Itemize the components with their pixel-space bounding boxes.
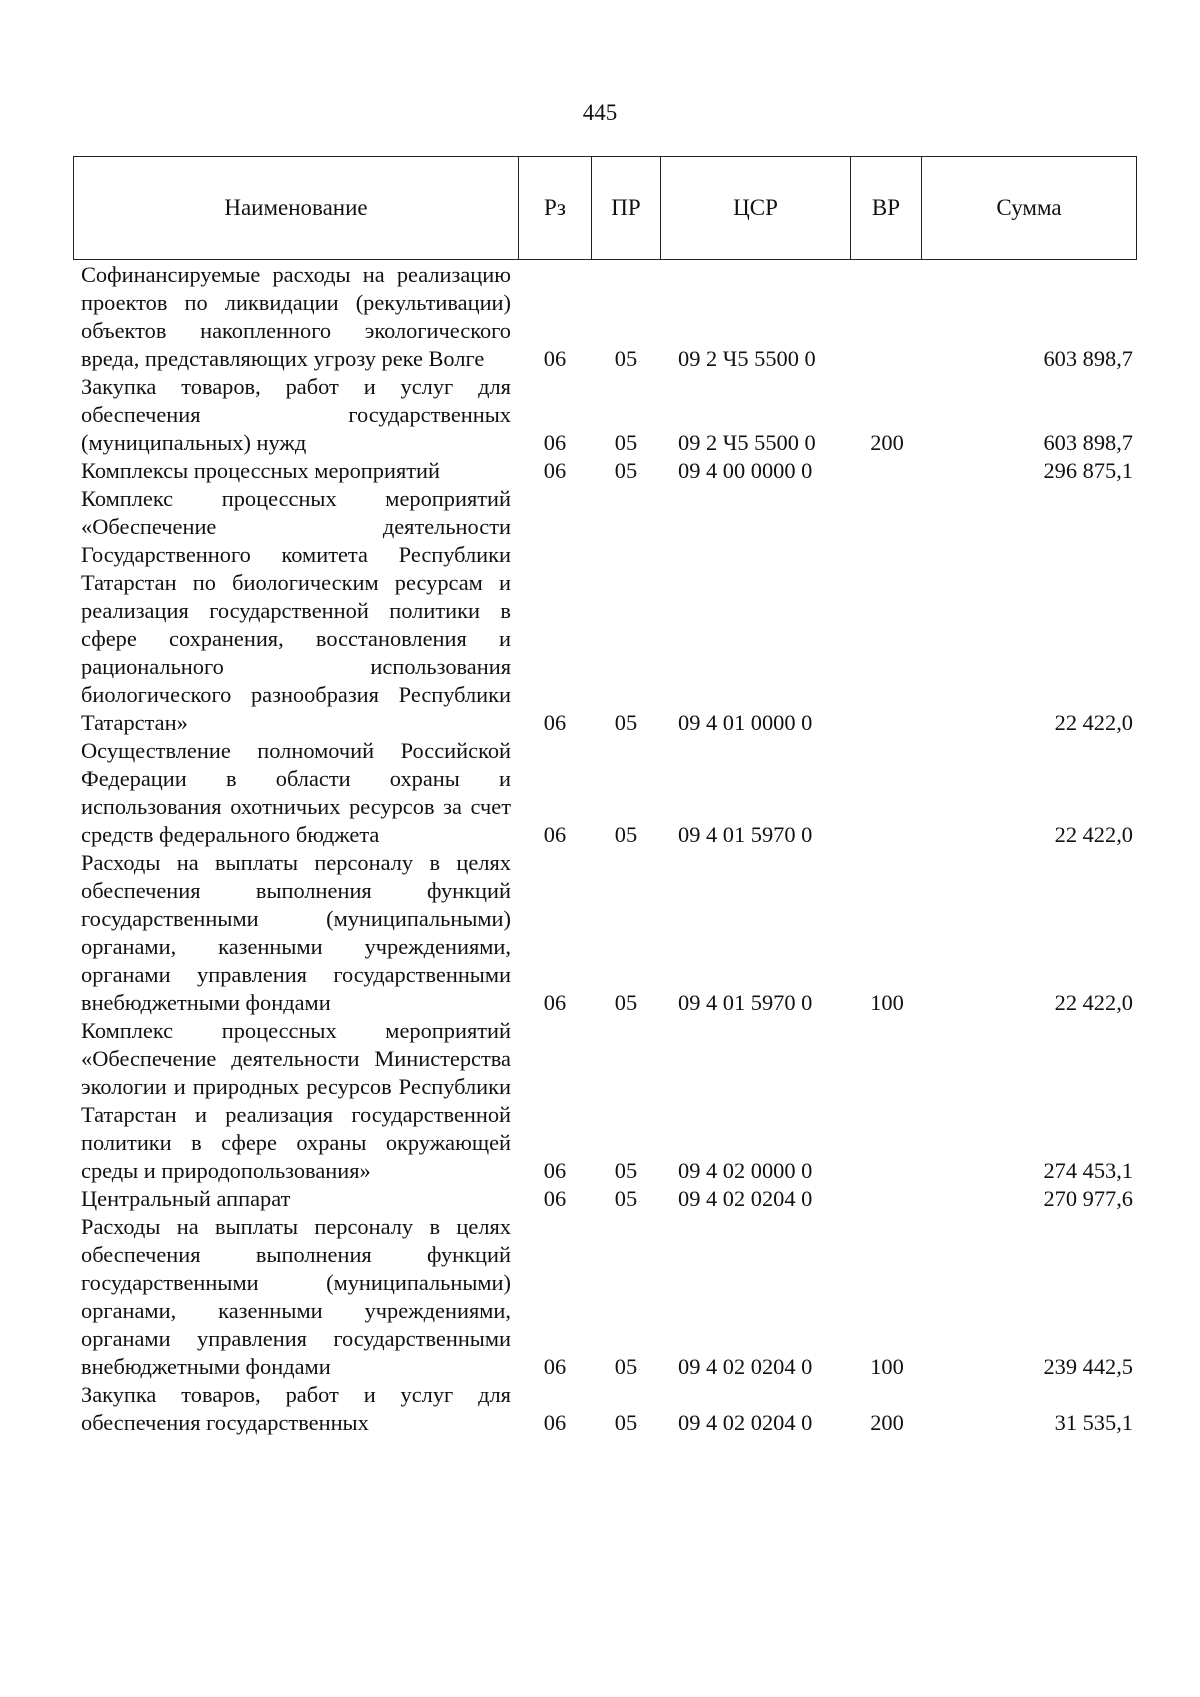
row-rz: 06 <box>543 430 567 455</box>
row-rz: 06 <box>543 458 567 483</box>
row-rz: 06 <box>543 1354 567 1379</box>
row-csr: 09 4 01 5970 0 <box>678 822 813 847</box>
row-name: Центральный аппарат <box>81 1186 291 1211</box>
row-vr: 100 <box>870 990 904 1015</box>
table-row <box>73 849 1137 1017</box>
row-name: Закупка товаров, работ и услуг для обеспечения государственных (муниципальных) нужд <box>81 374 511 455</box>
row-pr: 05 <box>614 1354 638 1379</box>
row-vr: 100 <box>870 1354 904 1379</box>
row-rz: 06 <box>543 822 567 847</box>
row-sum: 603 898,7 <box>1043 346 1133 371</box>
table-header <box>73 156 1137 260</box>
row-pr: 05 <box>614 430 638 455</box>
row-sum: 31 535,1 <box>1054 1410 1133 1435</box>
row-name: Осуществление полномочий Российской Федерации в области охраны и использования охотничьих ресурсов за счет средств федерального бюджета <box>81 738 511 847</box>
table-row <box>73 1017 1137 1185</box>
row-sum: 239 442,5 <box>1043 1354 1133 1379</box>
table-row <box>73 457 1137 485</box>
row-rz: 06 <box>543 990 567 1015</box>
row-rz: 06 <box>543 1186 567 1211</box>
row-sum: 296 875,1 <box>1043 458 1133 483</box>
row-csr: 09 4 01 0000 0 <box>678 710 813 735</box>
row-name: Комплексы процессных мероприятий <box>81 458 441 483</box>
row-sum: 22 422,0 <box>1054 822 1133 847</box>
row-name: Расходы на выплаты персоналу в целях обеспечения выполнения функций государственными (муниципальными) органами, казенными учреждениями, органами управления государственными внебюджетными фондами <box>81 850 511 1015</box>
row-csr: 09 2 Ч5 5500 0 <box>678 430 816 455</box>
row-vr: 200 <box>870 1410 904 1435</box>
table-row <box>73 261 1137 373</box>
row-csr: 09 2 Ч5 5500 0 <box>678 346 816 371</box>
row-sum: 270 977,6 <box>1043 1186 1133 1211</box>
row-rz: 06 <box>543 1410 567 1435</box>
row-pr: 05 <box>614 710 638 735</box>
row-csr: 09 4 00 0000 0 <box>678 458 813 483</box>
header-pr: ПР <box>592 157 661 259</box>
row-rz: 06 <box>543 346 567 371</box>
row-name: Комплекс процессных мероприятий «Обеспечение деятельности Государственного комитета Республики Татарстан по биологическим ресурсам и реализация государственной политики в сфере сохранения, восстановления и рационального использования биологического разнообразия Республики Татарстан» <box>81 486 511 735</box>
table-row <box>73 1381 1137 1437</box>
header-name: Наименование <box>74 157 519 259</box>
page-number: 445 <box>582 100 618 125</box>
row-name: Комплекс процессных мероприятий «Обеспечение деятельности Министерства экологии и природных ресурсов Республики Татарстан и реализация государственной политики в сфере охраны окружающей среды и природопользования» <box>81 1018 511 1183</box>
table-row <box>73 1185 1137 1213</box>
row-rz: 06 <box>543 710 567 735</box>
row-sum: 22 422,0 <box>1054 990 1133 1015</box>
row-sum: 274 453,1 <box>1043 1158 1133 1183</box>
row-pr: 05 <box>614 1158 638 1183</box>
table-body <box>73 261 1137 1437</box>
table-row <box>73 1213 1137 1381</box>
table-row <box>73 485 1137 737</box>
row-sum: 22 422,0 <box>1054 710 1133 735</box>
row-name: Софинансируемые расходы на реализацию проектов по ликвидации (рекультивации) объектов накопленного экологического вреда, представляющих угрозу реке Волге <box>81 262 511 371</box>
row-pr: 05 <box>614 1186 638 1211</box>
table-row <box>73 373 1137 457</box>
row-pr: 05 <box>614 346 638 371</box>
row-vr: 200 <box>870 430 904 455</box>
header-sum: Сумма <box>996 195 1062 220</box>
header-vr: ВР <box>851 157 922 259</box>
row-pr: 05 <box>614 1410 638 1435</box>
row-pr: 05 <box>614 822 638 847</box>
row-name: Расходы на выплаты персоналу в целях обеспечения выполнения функций государственными (муниципальными) органами, казенными учреждениями, органами управления государственными внебюджетными фондами <box>81 1214 511 1379</box>
row-csr: 09 4 02 0204 0 <box>678 1410 813 1435</box>
row-rz: 06 <box>543 1158 567 1183</box>
row-sum: 603 898,7 <box>1043 430 1133 455</box>
row-csr: 09 4 02 0204 0 <box>678 1186 813 1211</box>
header-rz: Рз <box>519 157 592 259</box>
table-row <box>73 737 1137 849</box>
row-csr: 09 4 01 5970 0 <box>678 990 813 1015</box>
row-pr: 05 <box>614 458 638 483</box>
header-csr: ЦСР <box>661 157 851 259</box>
row-name: Закупка товаров, работ и услуг для обеспечения государственных <box>81 1382 511 1435</box>
row-pr: 05 <box>614 990 638 1015</box>
row-csr: 09 4 02 0204 0 <box>678 1354 813 1379</box>
row-csr: 09 4 02 0000 0 <box>678 1158 813 1183</box>
